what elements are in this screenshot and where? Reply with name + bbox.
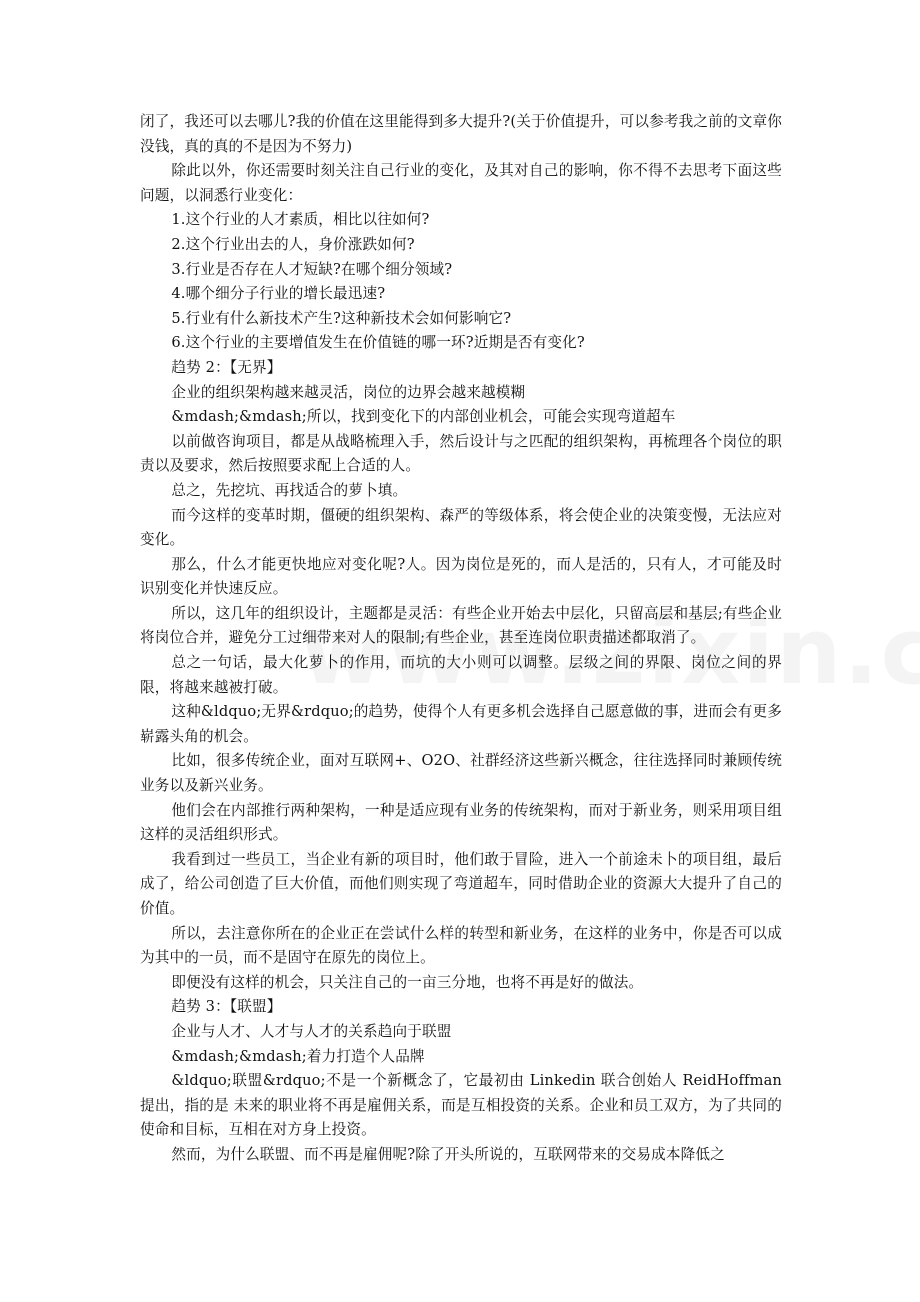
paragraph: 所以，这几年的组织设计，主题都是灵活：有些企业开始去中层化，只留高层和基层;有些企业将岗位合并，避免分工过细带来对人的限制;有些企业，甚至连岗位职责描述都取消了。 xyxy=(140,604,782,647)
paragraph: 比如，很多传统企业，面对互联网+、O2O、社群经济这些新兴概念，往往选择同时兼顾传统业务以及新兴业务。 xyxy=(140,752,782,795)
section-tagline: &mdash;&mdash;着力打造个人品牌 xyxy=(171,1047,425,1065)
paragraph: 然而，为什么联盟、而不再是雇佣呢?除了开头所说的，互联网带来的交易成本降低之 xyxy=(171,1145,725,1163)
paragraph: 而今这样的变革时期，僵硬的组织架构、森严的等级体系，将会使企业的决策变慢，无法应对变化。 xyxy=(140,506,782,549)
paragraph: 我看到过一些员工，当企业有新的项目时，他们敢于冒险，进入一个前途未卜的项目组，最后成了，给公司创造了巨大价值，而他们则实现了弯道超车，同时借助企业的资源大大提升了自己的价值。 xyxy=(140,850,782,917)
paragraph: 除此以外，你还需要时刻关注自己行业的变化，及其对自己的影响，你不得不去思考下面这些问题，以洞悉行业变化： xyxy=(140,162,782,204)
paragraph: 这种&ldquo;无界&rdquo;的趋势，使得个人有更多机会选择自己愿意做的事，进而会有更多崭露头角的机会。 xyxy=(140,703,782,745)
paragraph: 总之，先挖坑、再找适合的萝卜填。 xyxy=(171,481,408,499)
section-heading-trend-3: 趋势 3：【联盟】 xyxy=(171,998,282,1016)
paragraph: 那么，什么才能更快地应对变化呢?人。因为岗位是死的，而人是活的，只有人，才可能及时识别变化并快速反应。 xyxy=(140,555,782,598)
section-subtitle: 企业的组织架构越来越灵活，岗位的边界会越来越模糊 xyxy=(171,383,526,401)
list-item: 1.这个行业的人才素质，相比以往如何? xyxy=(171,211,430,229)
list-item: 4.哪个细分子行业的增长最迅速? xyxy=(171,285,386,303)
paragraph-continuation: 闭了，我还可以去哪儿?我的价值在这里能得到多大提升?(关于价值提升，可以参考我之前的文章你没钱，真的真的不是因为不努力) xyxy=(140,113,782,155)
section-tagline: &mdash;&mdash;所以，找到变化下的内部创业机会，可能会实现弯道超车 xyxy=(171,408,676,426)
paragraph: 即便没有这样的机会，只关注自己的一亩三分地，也将不再是好的做法。 xyxy=(171,973,644,991)
list-item: 3.行业是否存在人才短缺?在哪个细分领域? xyxy=(171,260,453,278)
section-heading-trend-2: 趋势 2：【无界】 xyxy=(171,358,282,376)
section-subtitle: 企业与人才、人才与人才的关系趋向于联盟 xyxy=(171,1022,452,1040)
paragraph: 所以，去注意你所在的企业正在尝试什么样的转型和新业务，在这样的业务中，你是否可以成为其中的一员，而不是固守在原先的岗位上。 xyxy=(140,924,782,967)
article-body xyxy=(140,110,782,1168)
paragraph: 以前做咨询项目，都是从战略梳理入手，然后设计与之匹配的组织架构，再梳理各个岗位的职责以及要求，然后按照要求配上合适的人。 xyxy=(140,432,782,475)
paragraph: 他们会在内部推行两种架构，一种是适应现有业务的传统架构，而对于新业务，则采用项目组这样的灵活组织形式。 xyxy=(140,801,782,844)
list-item: 2.这个行业出去的人，身价涨跌如何? xyxy=(171,235,415,253)
paragraph: &ldquo;联盟&rdquo;不是一个新概念了，它最初由 Linkedin 联合创始人 ReidHoffman 提出，指的是 未来的职业将不再是雇佣关系，而是互相投资的关系。企业和员工双方，为了共同的使命和目标，互相在对方身上投资。 xyxy=(140,1072,782,1139)
list-item: 6.这个行业的主要增值发生在价值链的哪一环?近期是否有变化? xyxy=(171,334,585,352)
list-item: 5.行业有什么新技术产生?这种新技术会如何影响它? xyxy=(171,309,512,327)
paragraph: 总之一句话，最大化萝卜的作用，而坑的大小则可以调整。层级之间的界限、岗位之间的界限，将越来越被打破。 xyxy=(140,654,782,696)
